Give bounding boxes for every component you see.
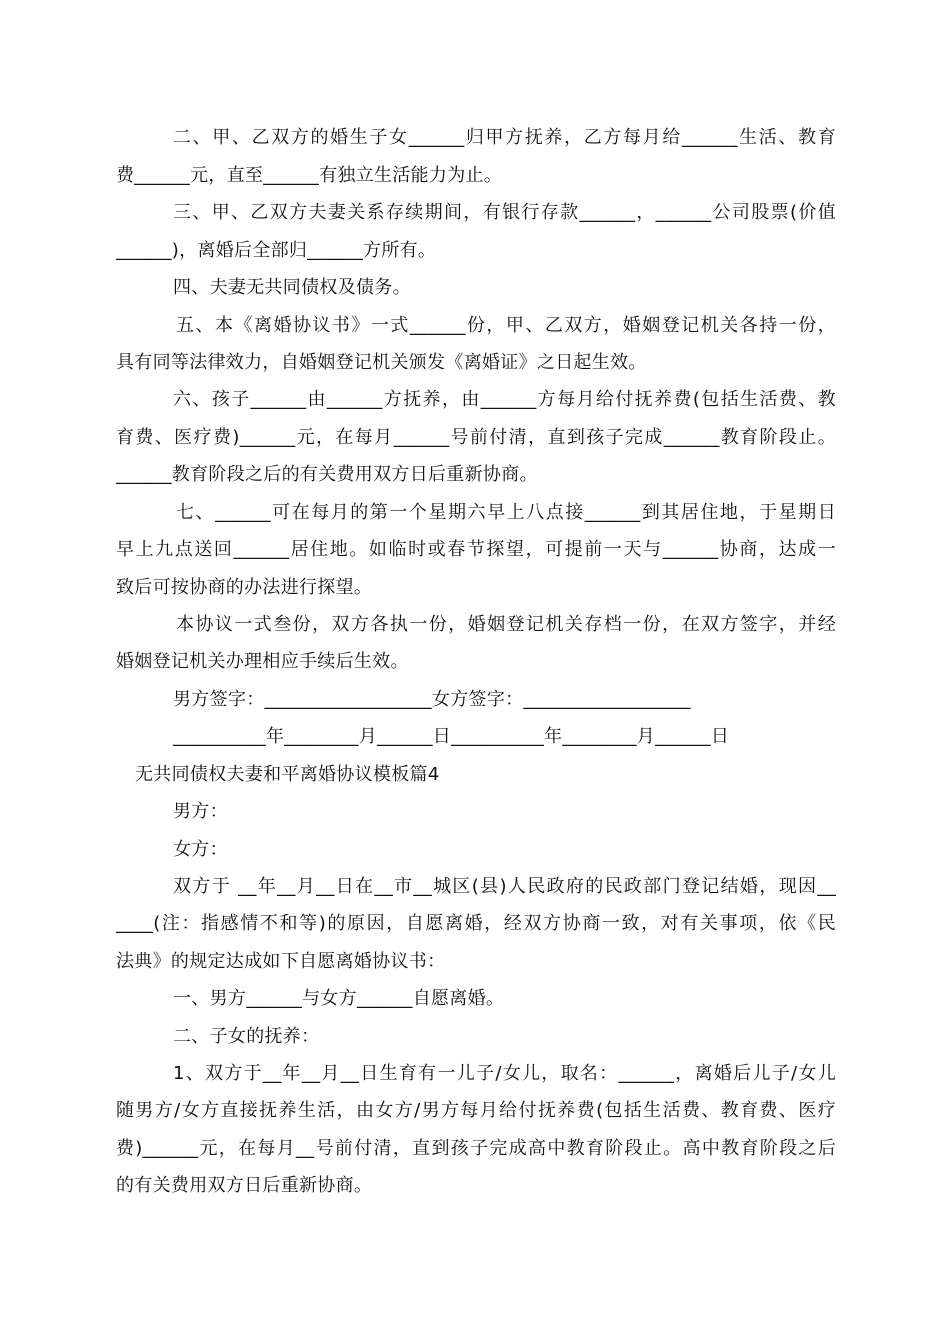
paragraph-6-line-2: 育费、医疗费)______元，在每月______号前付清，直到孩子完成______教育阶段止。 <box>116 427 836 448</box>
custody-line-2: 随男方/女方直接抚养生活，由女方/男方每月给付抚养费(包括生活费、教育费、医疗 <box>116 1100 836 1121</box>
custody-line-4: 的有关费用双方日后重新协商。 <box>116 1175 373 1196</box>
paragraph-3-line-1: 三、甲、乙双方夫妻关系存续期间，有银行存款______，______公司股票(价值 <box>173 202 836 223</box>
agreement-copies-line-2: 婚姻登记机关办理相应手续后生效。 <box>116 651 409 672</box>
custody-line-1: 1、双方于__年__月__日生育有一儿子/女儿，取名：______，离婚后儿子/女儿 <box>173 1063 836 1084</box>
custody-line-3: 费)______元，在每月__号前付清，直到孩子完成高中教育阶段止。高中教育阶段之后 <box>116 1138 836 1159</box>
paragraph-2-line-2: 费______元，直至______有独立生活能力为止。 <box>116 165 503 186</box>
agreement-copies-line-1: 本协议一式叁份，双方各执一份，婚姻登记机关存档一份，在双方签字，并经 <box>176 614 836 635</box>
paragraph-7-line-2: 早上九点送回______居住地。如临时或春节探望，可提前一天与______协商，达成一 <box>116 539 836 560</box>
clause-1: 一、男方______与女方______自愿离婚。 <box>173 988 505 1009</box>
paragraph-6-line-1: 六、孩子______由______方抚养，由______方每月给付抚养费(包括生活费、教 <box>173 389 836 410</box>
paragraph-5-line-1: 五、本《离婚协议书》一式______份，甲、乙双方，婚姻登记机关各持一份， <box>176 315 836 336</box>
paragraph-7-line-3: 致后可按协商的办法进行探望。 <box>116 577 373 598</box>
marriage-clause-line-3: 法典》的规定达成如下自愿离婚协议书： <box>116 951 446 972</box>
marriage-clause-line-1: 双方于 __年__月__日在__市__城区(县)人民政府的民政部门登记结婚，现因__ <box>173 876 836 897</box>
female-party-label: 女方： <box>173 839 228 860</box>
male-party-label: 男方： <box>173 801 228 822</box>
paragraph-5-line-2: 具有同等法律效力，自婚姻登记机关颁发《离婚证》之日起生效。 <box>116 352 647 373</box>
paragraph-6-line-3: ______教育阶段之后的有关费用双方日后重新协商。 <box>116 464 538 485</box>
paragraph-7-line-1: 七、______可在每月的第一个星期六早上八点接______到其居住地，于星期日 <box>176 502 836 523</box>
date-line: __________年________月______日__________年________月______日 <box>173 726 730 747</box>
marriage-clause-line-2: ____(注：指感情不和等)的原因，自愿离婚，经双方协商一致，对有关事项，依《民 <box>116 913 836 934</box>
signature-line: 男方签字：__________________女方签字：__________________ <box>173 689 691 710</box>
paragraph-2-line-1: 二、甲、乙双方的婚生子女______归甲方抚养，乙方每月给______生活、教育 <box>173 127 836 148</box>
paragraph-4: 四、夫妻无共同债权及债务。 <box>173 277 411 298</box>
section-title: 无共同债权夫妻和平离婚协议模板篇4 <box>135 764 440 785</box>
clause-2-heading: 二、子女的抚养： <box>173 1026 320 1047</box>
paragraph-3-line-2: ______)，离婚后全部归______方所有。 <box>116 240 437 261</box>
